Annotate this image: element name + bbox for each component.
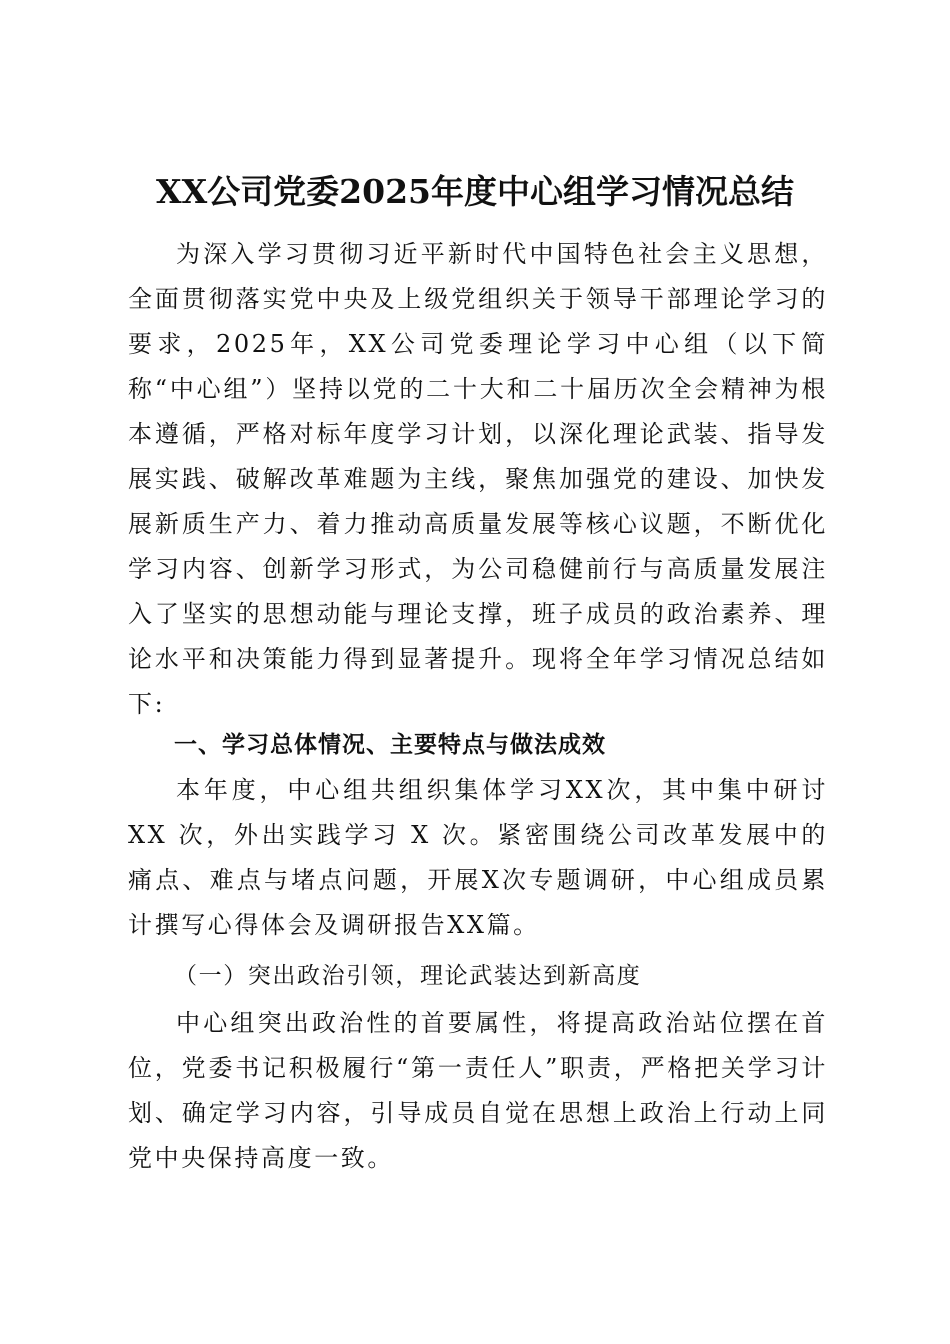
document-title: XX公司党委2025年度中心组学习情况总结: [155, 172, 795, 211]
stats-paragraph: 本年度，中心组共组织集体学习XX次，其中集中研讨XX 次，外出实践学习 X 次。紧密围绕公司改革发展中的痛点、难点与堵点问题，开展X次专题调研，中心组成员累计撰写心得体会及调研报告XX篇。: [128, 776, 828, 939]
intro-paragraph: 为深入学习贯彻习近平新时代中国特色社会主义思想，全面贯彻落实党中央及上级党组织关于领导干部理论学习的要求，2025年，XX公司党委理论学习中心组（以下简称“中心组”）坚持以党的二十大和二十届历次全会精神为根本遵循，严格对标年度学习计划，以深化理论武装、指导发展实践、破解改革难题为主线，聚焦加强党的建设、加快发展新质生产力、着力推动高质量发展等核心议题，不断优化学习内容、创新学习形式，为公司稳健前行与高质量发展注入了坚实的思想动能与理论支撑，班子成员的政治素养、理论水平和决策能力得到显著提升。现将全年学习情况总结如下:: [128, 240, 828, 718]
section-heading-1: 一、学习总体情况、主要特点与做法成效: [174, 732, 606, 758]
document-body: [128, 232, 828, 1181]
subsection-heading-1: （一）突出政治引领，理论武装达到新高度: [174, 963, 642, 989]
political-guidance-paragraph: 中心组突出政治性的首要属性，将提高政治站位摆在首位，党委书记积极履行“第一责任人”职责，严格把关学习计划、确定学习内容，引导成员自觉在思想上政治上行动上同党中央保持高度一致。: [128, 1009, 828, 1172]
